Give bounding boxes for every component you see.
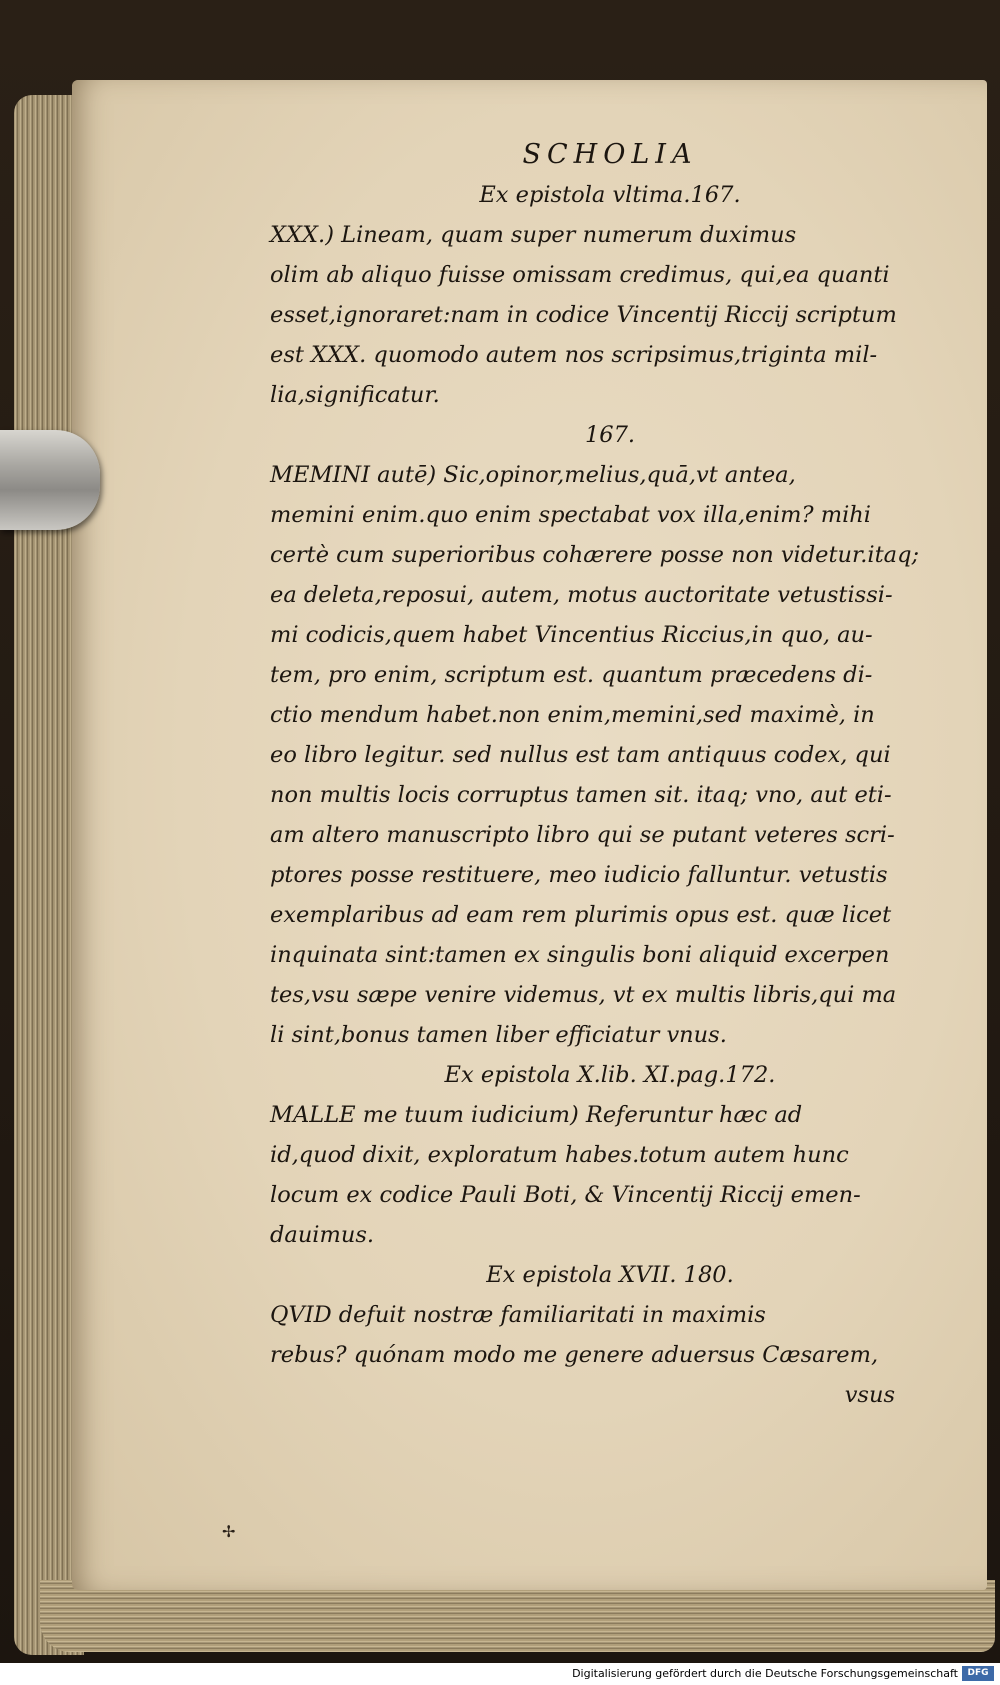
dfg-logo: DFG: [962, 1666, 994, 1681]
page-heading: SCHOLIA: [522, 139, 698, 170]
text-line: ea deleta,reposui, autem, motus auctoritate vetustissi-: [270, 582, 893, 608]
text-line: rebus? quónam modo me genere aduersus Cæsarem,: [270, 1342, 879, 1368]
text-line: non multis locis corruptus tamen sit. itaq; vno, aut eti-: [270, 782, 892, 808]
text-line: tem, pro enim, scriptum est. quantum præcedens di-: [270, 662, 873, 688]
text-line: est XXX. quomodo autem nos scripsimus,triginta mil-: [270, 342, 878, 368]
text-line: id,quod dixit, exploratum habes.totum autem hunc: [270, 1142, 849, 1168]
catchword: vsus: [844, 1382, 895, 1408]
text-line: XXX.) Lineam, quam super numerum duximus: [270, 222, 797, 248]
section-heading: Ex epistola X.lib. XI.pag.172.: [444, 1062, 776, 1088]
text-line: mi codicis,quem habet Vincentius Riccius,in quo, au-: [270, 622, 873, 648]
text-line: exemplaribus ad eam rem plurimis opus est. quæ licet: [270, 902, 892, 928]
text-line: am altero manuscripto libro qui se putant veteres scri-: [270, 822, 895, 848]
text-line: dauimus.: [270, 1222, 375, 1248]
text-line: QVID defuit nostræ familiaritati in maximis: [270, 1302, 766, 1328]
text-line: lia,significatur.: [270, 382, 440, 408]
text-line: tes,vsu sæpe venire videmus, vt ex multis libris,qui ma: [270, 982, 897, 1008]
text-line: MEMINI autē) Sic,opinor,melius,quā,vt antea,: [270, 462, 796, 488]
footer-credit: Digitalisierung gefördert durch die Deutsche Forschungsgemeinschaft: [572, 1667, 958, 1680]
text-line: MALLE me tuum iudicium) Referuntur hæc ad: [270, 1102, 803, 1128]
page-edges-bottom: [40, 1580, 995, 1652]
text-line: ptores posse restituere, meo iudicio falluntur. vetustis: [270, 862, 888, 888]
text-line: locum ex codice Pauli Boti, & Vincentij Riccij emen-: [270, 1182, 861, 1208]
text-line: ctio mendum habet.non enim,memini,sed maximè, in: [270, 702, 875, 728]
text-line: li sint,bonus tamen liber efficiatur vnus.: [270, 1022, 727, 1048]
text-line: certè cum superioribus cohærere posse non videtur.itaq;: [270, 542, 920, 568]
text-line: olim ab aliquo fuisse omissam credimus, qui,ea quanti: [270, 262, 890, 288]
text-line: esset,ignoraret:nam in codice Vincentij Riccij scriptum: [270, 302, 897, 328]
page-text: [270, 135, 950, 1415]
text-line: memini enim.quo enim spectabat vox illa,enim? mihi: [270, 502, 871, 528]
section-heading: Ex epistola vltima.167.: [479, 182, 741, 208]
text-line: inquinata sint:tamen ex singulis boni aliquid excerpen: [270, 942, 890, 968]
section-heading: Ex epistola XVII. 180.: [486, 1262, 734, 1288]
section-heading: 167.: [584, 422, 636, 448]
ornament-icon: ✢: [222, 1522, 236, 1541]
footer-bar: [0, 1663, 1000, 1685]
page-clip: [0, 430, 100, 530]
text-line: eo libro legitur. sed nullus est tam antiquus codex, qui: [270, 742, 891, 768]
